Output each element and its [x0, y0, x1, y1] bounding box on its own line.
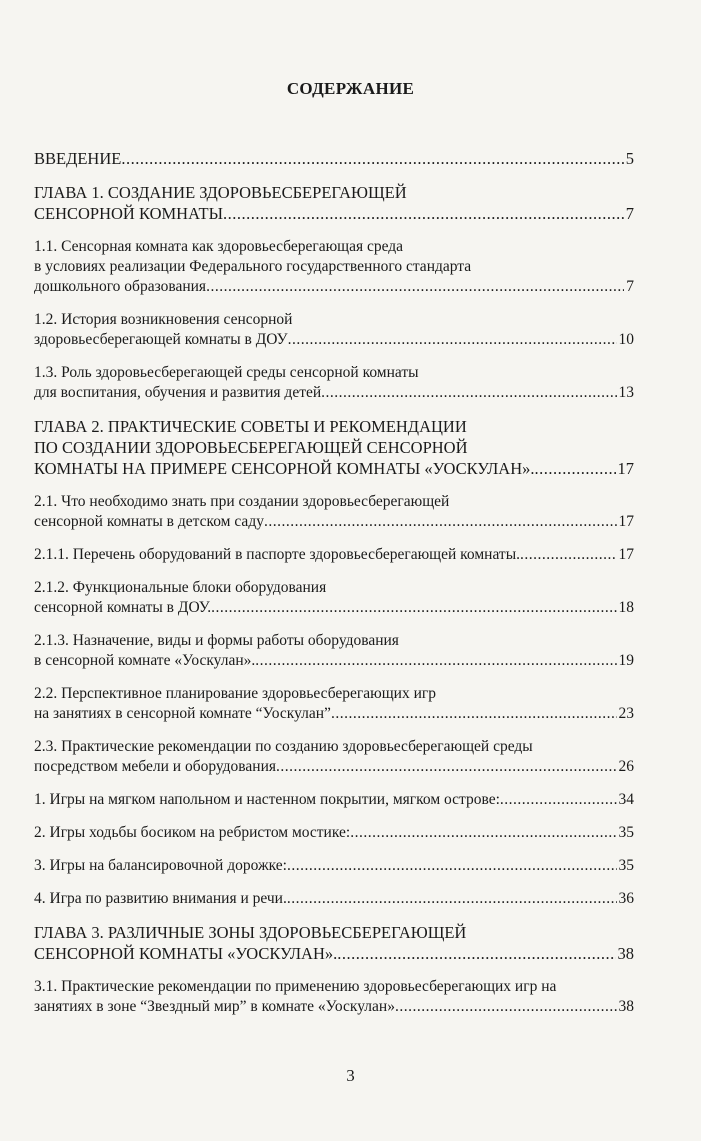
- dot-leader: [206, 277, 624, 297]
- toc-entry-text: 3. Игры на балансировочной дорожке:: [34, 857, 287, 874]
- dot-leader: [211, 598, 616, 618]
- toc-entry: [34, 889, 634, 909]
- dot-leader: [337, 943, 615, 964]
- toc-page-number: 7: [626, 278, 634, 295]
- toc-entry-last-line: [34, 651, 634, 671]
- toc-entry-text: для воспитания, обучения и развития детей: [34, 384, 322, 401]
- toc-page-number: 17: [618, 546, 634, 563]
- toc-page-number: 35: [618, 824, 634, 841]
- toc-entry-line: 2.1.2. Функциональные блоки оборудования: [34, 579, 327, 596]
- dot-leader: [395, 997, 617, 1017]
- toc-entry-last-line: [34, 790, 634, 810]
- table-of-contents: [34, 148, 634, 1030]
- dot-leader: [276, 757, 616, 777]
- toc-entry-text: 2. Игры ходьбы босиком на ребристом мостике:: [34, 824, 351, 841]
- toc-page-number: 10: [618, 331, 634, 348]
- toc-entry-line: 2.3. Практические рекомендации по созданию здоровьесберегающей среды: [34, 738, 533, 755]
- toc-entry-text: здоровьесберегающей комнаты в ДОУ: [34, 331, 288, 348]
- page-number: 3: [346, 1066, 355, 1085]
- toc-entry-line: 1.3. Роль здоровьесберегающей среды сенсорной комнаты: [34, 364, 419, 381]
- toc-entry-last-line: [34, 512, 634, 532]
- toc-entry-last-line: [34, 856, 634, 876]
- toc-entry: [34, 684, 634, 724]
- toc-entry-last-line: [34, 823, 634, 843]
- toc-entry-text: СЕНСОРНОЙ КОМНАТЫ «УОСКУЛАН».: [34, 944, 338, 963]
- toc-entry-text: посредством мебели и оборудования: [34, 758, 277, 775]
- toc-entry-text: дошкольного образования: [34, 278, 207, 295]
- toc-entry-last-line: [34, 148, 634, 169]
- toc-page-number: 5: [625, 149, 634, 168]
- toc-entry-last-line: [34, 757, 634, 777]
- toc-entry: [34, 545, 634, 565]
- toc-entry: [34, 148, 634, 169]
- toc-entry-last-line: [34, 383, 634, 403]
- toc-entry-text: 2.1.1. Перечень оборудований в паспорте здоровьесберегающей комнаты.: [34, 546, 520, 563]
- toc-entry-line: 1.2. История возникновения сенсорной: [34, 311, 293, 328]
- dot-leader: [500, 790, 617, 810]
- toc-entry-text: 1. Игры на мягком напольном и настенном покрытии, мягком острове:: [34, 791, 500, 808]
- toc-page-number: 18: [618, 599, 634, 616]
- toc-entry-text: на занятиях в сенсорной комнате “Уоскулан”: [34, 705, 331, 722]
- toc-entry-last-line: [34, 943, 634, 964]
- toc-entry-last-line: [34, 203, 634, 224]
- toc-entry: [34, 492, 634, 532]
- dot-leader: [321, 383, 616, 403]
- toc-entry-last-line: [34, 330, 634, 350]
- dot-leader: [287, 856, 617, 876]
- toc-entry: [34, 922, 634, 964]
- toc-entry-line: ПО СОЗДАНИИ ЗДОРОВЬЕСБЕРЕГАЮЩЕЙ СЕНСОРНОЙ: [34, 438, 468, 457]
- toc-entry-line: в условиях реализации Федерального государственного стандарта: [34, 258, 472, 275]
- toc-entry-line: 2.1.3. Назначение, виды и формы работы оборудования: [34, 632, 399, 649]
- toc-page-number: 17: [617, 459, 634, 478]
- toc-page-number: 36: [618, 890, 634, 907]
- toc-entry-line: 1.1. Сенсорная комната как здоровьесберегающая среда: [34, 238, 404, 255]
- toc-page-number: 35: [618, 857, 634, 874]
- toc-entry: [34, 578, 634, 618]
- toc-page-number: 17: [618, 513, 634, 530]
- toc-entry-text: 4. Игра по развитию внимания и речи.: [34, 890, 287, 907]
- toc-entry-line: ГЛАВА 3. РАЗЛИЧНЫЕ ЗОНЫ ЗДОРОВЬЕСБЕРЕГАЮЩЕЙ: [34, 923, 467, 942]
- toc-entry-text: сенсорной комнаты в ДОУ.: [34, 599, 212, 616]
- toc-entry-line: 2.2. Перспективное планирование здоровьесберегающих игр: [34, 685, 437, 702]
- toc-page-number: 23: [618, 705, 634, 722]
- dot-leader: [255, 651, 616, 671]
- toc-entry-last-line: [34, 545, 634, 565]
- toc-entry-last-line: [34, 889, 634, 909]
- toc-entry: [34, 363, 634, 403]
- toc-entry: [34, 737, 634, 777]
- toc-page-number: 26: [618, 758, 634, 775]
- dot-leader: [264, 512, 617, 532]
- toc-entry-line: 2.1. Что необходимо знать при создании здоровьесберегающей: [34, 493, 450, 510]
- toc-entry-line: ГЛАВА 1. СОЗДАНИЕ ЗДОРОВЬЕСБЕРЕГАЮЩЕЙ: [34, 183, 407, 202]
- toc-entry: [34, 310, 634, 350]
- toc-entry: [34, 977, 634, 1017]
- toc-entry: [34, 237, 634, 297]
- toc-entry-line: ГЛАВА 2. ПРАКТИЧЕСКИЕ СОВЕТЫ И РЕКОМЕНДАЦИИ: [34, 417, 467, 436]
- toc-page-number: 19: [618, 652, 634, 669]
- toc-title: СОДЕРЖАНИЕ: [286, 79, 415, 98]
- toc-entry-text: ВВЕДЕНИЕ: [34, 149, 122, 168]
- dot-leader: [121, 148, 623, 169]
- toc-entry-last-line: [34, 277, 634, 297]
- toc-entry: [34, 416, 634, 479]
- toc-entry-text: занятиях в зоне “Звездный мир” в комнате «Уоскулан»: [34, 998, 395, 1015]
- toc-page-number: 38: [618, 998, 634, 1015]
- toc-entry: [34, 631, 634, 671]
- toc-entry-text: СЕНСОРНОЙ КОМНАТЫ: [34, 204, 224, 223]
- toc-entry: [34, 182, 634, 224]
- dot-leader: [520, 545, 617, 565]
- toc-entry: [34, 856, 634, 876]
- toc-entry-text: сенсорной комнаты в детском саду: [34, 513, 264, 530]
- dot-leader: [287, 889, 617, 909]
- toc-page-number: 13: [618, 384, 634, 401]
- toc-entry-text: КОМНАТЫ НА ПРИМЕРЕ СЕНСОРНОЙ КОМНАТЫ «УОСКУЛАН».: [34, 459, 535, 478]
- toc-entry: [34, 823, 634, 843]
- toc-entry-last-line: [34, 458, 634, 479]
- dot-leader: [331, 704, 617, 724]
- toc-page-number: 38: [617, 944, 634, 963]
- dot-leader: [288, 330, 617, 350]
- dot-leader: [535, 458, 616, 479]
- toc-entry: [34, 790, 634, 810]
- dot-leader: [223, 203, 624, 224]
- toc-page-number: 7: [625, 204, 634, 223]
- toc-entry-last-line: [34, 997, 634, 1017]
- toc-entry-line: 3.1. Практические рекомендации по применению здоровьесберегающих игр на: [34, 978, 557, 995]
- toc-entry-text: в сенсорной комнате «Уоскулан».: [34, 652, 256, 669]
- toc-page-number: 34: [618, 791, 634, 808]
- toc-entry-last-line: [34, 704, 634, 724]
- toc-entry-last-line: [34, 598, 634, 618]
- dot-leader: [350, 823, 616, 843]
